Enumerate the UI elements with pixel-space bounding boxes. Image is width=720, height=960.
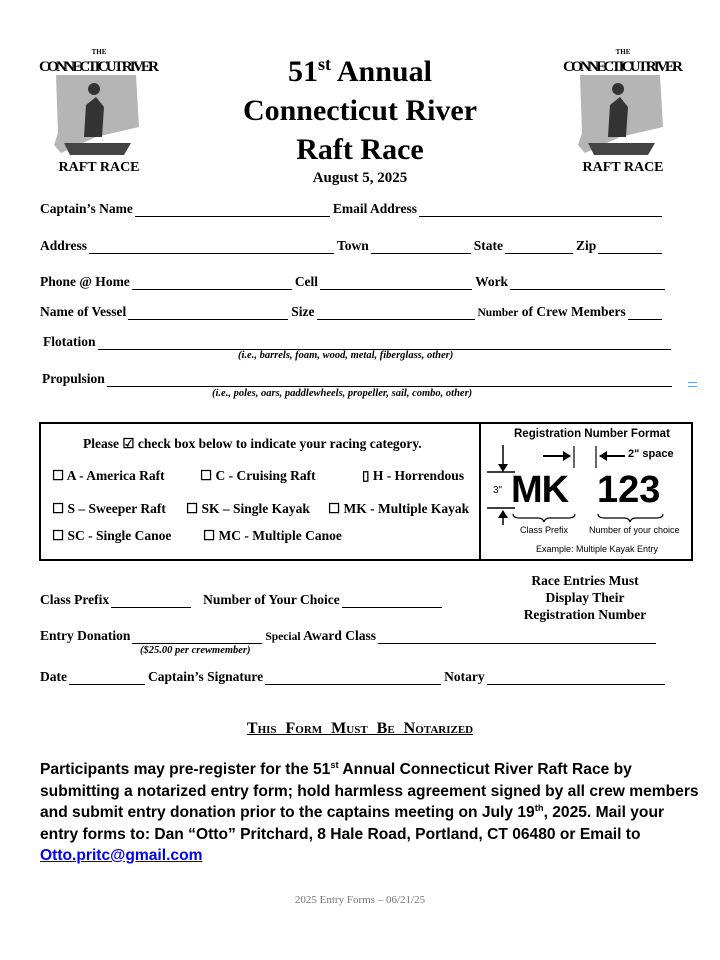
zip-field[interactable] xyxy=(598,239,662,254)
size-field[interactable] xyxy=(317,305,475,320)
category-option-a[interactable]: ☐ A - America Raft xyxy=(52,468,165,483)
row-phone xyxy=(40,274,668,290)
category-option-h[interactable]: ▯ H - Horrendous xyxy=(362,468,465,483)
donation-hint: ($25.00 per crewmember) xyxy=(140,645,251,656)
state-field[interactable] xyxy=(505,239,573,254)
signature-label: Captain’s Signature xyxy=(148,669,264,684)
anchor-marker-icon xyxy=(688,382,697,387)
registration-note-line: Registration Number xyxy=(523,607,647,622)
title-line-3: Raft Race xyxy=(296,133,424,166)
row-signature xyxy=(40,669,668,685)
svg-text:THE: THE xyxy=(615,48,631,56)
title-line-2: Connecticut River xyxy=(242,94,478,127)
address-field[interactable] xyxy=(89,239,334,254)
vessel-name-field[interactable] xyxy=(128,305,288,320)
donation-field[interactable] xyxy=(132,629,262,644)
row-donation xyxy=(40,628,659,644)
instructions-paragraph: Participants may pre-register for the 51st Annual Connecticut River Raft Race by submitting a notarized entry form; hold harmless agreement signed by all crew members and submit entry donation prior to the captains meeting on July 19th, 2025. Mail your entry forms to: Dan “Otto” Pritchard, 8 Hale Road, Portland, CT 06480 or Email to Otto.pritc@gmail.com xyxy=(40,759,699,864)
special-award-field[interactable] xyxy=(378,629,656,644)
captain-name-field[interactable] xyxy=(135,202,330,217)
title-line-1: 51st Annual xyxy=(288,54,432,88)
reg-format-space: 2" space xyxy=(628,448,674,460)
number-choice-label: Number of Your Choice xyxy=(203,592,340,607)
row-flotation xyxy=(43,334,674,350)
category-instruction: Please ☑ check box below to indicate your racing category. xyxy=(83,436,422,451)
event-date: August 5, 2025 xyxy=(312,170,408,186)
category-option-s[interactable]: ☐ S – Sweeper Raft xyxy=(52,501,166,516)
reg-format-title: Registration Number Format xyxy=(514,428,670,440)
crew-members-field[interactable] xyxy=(628,305,662,320)
address-label: Address xyxy=(40,238,88,253)
svg-text:CONNECTICUT RIVER: CONNECTICUT RIVER xyxy=(39,59,159,75)
captain-name-label: Captain’s Name xyxy=(40,201,133,216)
row-address xyxy=(40,238,665,254)
row-class-prefix xyxy=(40,592,445,608)
zip-label: Zip xyxy=(576,238,597,253)
email-link[interactable]: Otto.pritc@gmail.com xyxy=(40,847,203,864)
svg-text:THE: THE xyxy=(91,48,107,56)
special-award-label: Special Award Class xyxy=(265,628,377,643)
category-option-c[interactable]: ☐ C - Cruising Raft xyxy=(200,468,316,483)
reg-format-braces xyxy=(510,512,685,524)
size-label: Size xyxy=(291,304,315,319)
notarized-notice: This Form Must Be Notarized xyxy=(246,720,474,737)
work-field[interactable] xyxy=(510,275,665,290)
work-label: Work xyxy=(475,274,509,289)
phone-home-field[interactable] xyxy=(132,275,292,290)
date-field[interactable] xyxy=(69,670,145,685)
propulsion-field[interactable] xyxy=(107,372,672,387)
class-prefix-label: Class Prefix xyxy=(40,592,110,607)
box-divider xyxy=(479,422,481,561)
crew-members-label: Number of Crew Members xyxy=(477,304,626,319)
registration-note xyxy=(505,572,665,623)
svg-text:RAFT RACE: RAFT RACE xyxy=(58,160,140,175)
registration-note-line: Race Entries Must xyxy=(531,573,639,588)
email-label: Email Address xyxy=(332,201,418,216)
cell-label: Cell xyxy=(294,274,319,289)
phone-home-label: Phone @ Home xyxy=(40,274,130,289)
registration-note-line: Display Their xyxy=(545,590,625,605)
signature-field[interactable] xyxy=(265,670,441,685)
donation-label: Entry Donation xyxy=(40,628,131,643)
reg-format-prefix-caption: Class Prefix xyxy=(520,525,569,535)
town-label: Town xyxy=(337,238,369,253)
town-field[interactable] xyxy=(371,239,471,254)
reg-format-height: 3" xyxy=(493,485,503,496)
date-label: Date xyxy=(40,669,67,684)
category-option-mk[interactable]: ☐ MK - Multiple Kayak xyxy=(328,501,470,516)
reg-format-number-caption: Number of your choice xyxy=(589,525,680,535)
class-prefix-field[interactable] xyxy=(111,593,191,608)
category-option-sk[interactable]: ☐ SK – Single Kayak xyxy=(186,501,310,516)
notary-field[interactable] xyxy=(487,670,665,685)
row-captain xyxy=(40,201,665,217)
footer-version: 2025 Entry Forms – 06/21/25 xyxy=(294,894,426,906)
svg-text:RAFT RACE: RAFT RACE xyxy=(582,160,664,175)
category-option-sc[interactable]: ☐ SC - Single Canoe xyxy=(52,528,172,543)
flotation-field[interactable] xyxy=(98,335,671,350)
flotation-hint: (i.e., barrels, foam, wood, metal, fiberglass, other) xyxy=(238,350,454,361)
number-choice-field[interactable] xyxy=(342,593,442,608)
reg-format-example: Example: Multiple Kayak Entry xyxy=(536,544,659,554)
propulsion-hint: (i.e., poles, oars, paddlewheels, propeller, sail, combo, other) xyxy=(212,388,473,399)
svg-text:CONNECTICUT RIVER: CONNECTICUT RIVER xyxy=(563,59,683,75)
row-propulsion xyxy=(42,371,675,387)
notary-label: Notary xyxy=(444,669,485,684)
flotation-label: Flotation xyxy=(43,334,96,349)
reg-format-prefix: MK xyxy=(511,469,569,511)
propulsion-label: Propulsion xyxy=(42,371,105,386)
reg-format-number: 123 xyxy=(597,469,661,511)
state-label: State xyxy=(473,238,504,253)
cell-field[interactable] xyxy=(320,275,472,290)
category-option-mc[interactable]: ☐ MC - Multiple Canoe xyxy=(203,528,342,543)
row-vessel xyxy=(40,304,665,320)
vessel-name-label: Name of Vessel xyxy=(40,304,127,319)
email-field[interactable] xyxy=(419,202,662,217)
